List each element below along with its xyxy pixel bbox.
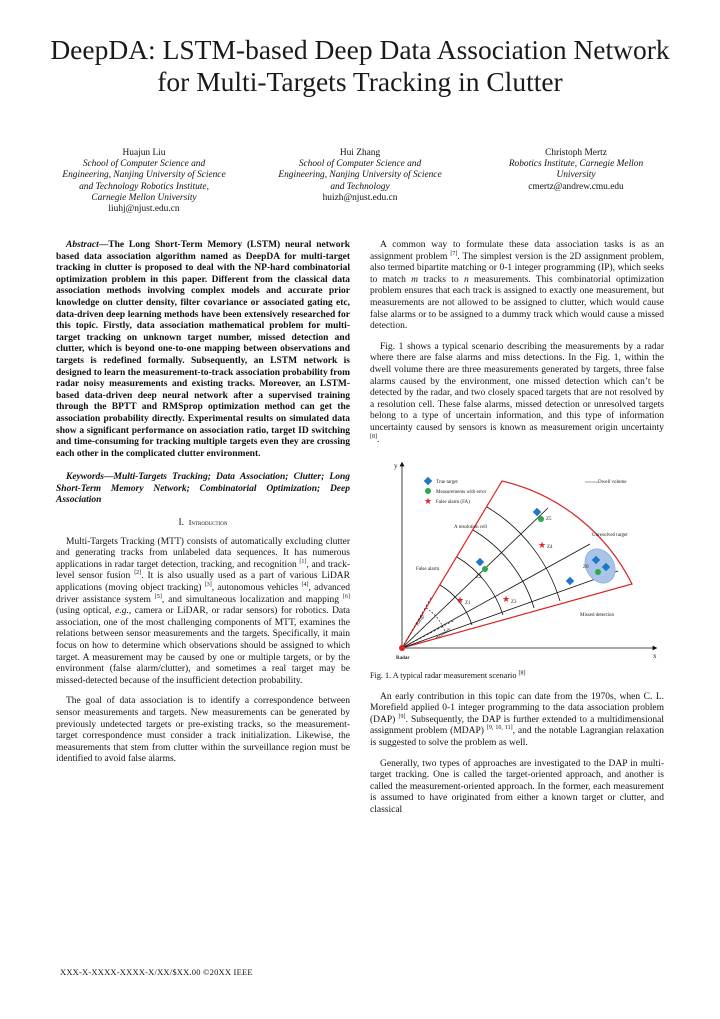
svg-text:Z1: Z1 [465, 601, 471, 607]
section-heading: I. Introduction [178, 518, 228, 529]
author-name: Hui Zhang [339, 148, 381, 158]
legend-false-alarm: False alarm (FA) [436, 500, 470, 506]
author-2 [278, 148, 442, 204]
azimuth-label: Azimuth [434, 627, 453, 641]
radar-label: Radar [396, 656, 410, 662]
author-name: Huajun Liu [122, 148, 166, 158]
intro-paragraph-2: The goal of data association is to identify a correspondence between sensor measurements and targets. New measurements can be generated by previously undetected targets or pre-existing tracks, so the measurement-target correspondence must consider a track initialization. Likewise, the measurements that stem from clutter within the surveillance region must be identified to avoid false alarms. [56, 696, 350, 765]
figure-caption: Fig. 1. A typical radar measurement scenario [8] [370, 670, 526, 681]
author-email: liuhj@njust.edu.cn [108, 204, 180, 215]
measurement-marker [595, 569, 601, 575]
azimuth-line [402, 544, 590, 648]
false-alarm-marker: ★ [502, 594, 511, 605]
right-paragraph-2: Fig. 1 shows a typical scenario describing the measurements by a radar where there are false alarms and miss detections. In the Fig. 1, within the dwell volume there are three measurements generated by targets, three false alarms caused by the environment, one missed detection which can’t be detected by the radar, and two closely spaced targets that are not resolved by a resolution cell. These false alarms, missed detection or unresolved targets belong to a type of uncertain information, and this type of information uncertainty caused by sensors is known as measurement origin uncertainty [8]. [370, 341, 664, 445]
abstract-text: —The Long Short-Term Memory (LSTM) neural network based data association algorithm named as DeepDA for multi-target tracking in clutter is proposed to deal with the NP-hard combinatorial optimization problem in this paper. Different from the classical data association methods involving complex models and accurate prior knowledge on clutter density, filter covariance or associated gating etc, data-driven deep learning methods have been extensively researched for this topic. Firstly, data association mathematical problem for multi-target tracking on unknown target number, missed detection and clutter, which is beyond one-to-one mapping between observations and targets is redefined formally. Subsequently, an LSTM network is designed to learn the measurement-to-track association probability from radar noisy measurements and existing tracks. Moreover, an LSTM-based data-driven deep neural network after a supervised training through the BPTT and RMSprop optimization method can get the association probability directly. Experimental results on simulated data show a significant performance on association ratio, target ID switching and time-consuming for tracking multiple targets even they are crossing each other in the complicated clutter environment. [56, 240, 350, 459]
dwell-volume-label: Dwell volume [598, 480, 627, 486]
right-paragraph-4: Generally, two types of approaches are investigated to the DAP in multi-target tracking. One is called the target-oriented approach, and another is called the measurement-oriented approach. In the former, each measurement is assumed to have originated from either a known target or clutter, and classical [370, 758, 664, 816]
keywords: Keywords—Multi-Targets Tracking; Data Association; Clutter; Long Short-Term Memory Network; Combinatorial Optimization; Deep Association [56, 472, 350, 506]
svg-text:Z6: Z6 [583, 565, 589, 571]
left-column [56, 240, 350, 766]
legend-true-target-icon [424, 477, 432, 485]
author-affiliation: School of Computer Science and Engineering, Nanjing University of Science and Technology Robotics Institute, Carnegie Mellon University [62, 159, 226, 203]
svg-text:Z3: Z3 [511, 600, 517, 606]
x-axis-label: x [653, 652, 657, 661]
abstract [56, 240, 350, 460]
abstract-label: Abstract [66, 240, 99, 250]
false-alarm-marker: ★ [538, 540, 547, 551]
legend-false-alarm-icon: ★ [424, 496, 433, 507]
false-alarm-marker: ★ [456, 595, 465, 606]
measurement-marker [482, 566, 488, 572]
legend-true-target: True target [436, 480, 458, 486]
legend-measurement-icon [425, 488, 431, 494]
legend-measurement: Measurements with error [436, 490, 487, 496]
author-3 [494, 148, 658, 193]
true-target-marker [533, 508, 541, 516]
y-axis-label: y [394, 462, 398, 471]
radar-scenario-diagram [370, 456, 670, 666]
figure-radar-scenario [370, 456, 670, 666]
right-paragraph-3: An early contribution in this topic can date from the 1970s, when C. L. Morefield applied 0-1 integer programming to the data association problem (DAP) [9]. Subsequently, the DAP is further extended to a multidimensional assignment problem (MDAP) [9, 10, 11], and the notable Lagrangian relaxation is suggested to solve the problem as well. [370, 691, 665, 749]
false-alarm-label: False alarm [416, 567, 440, 573]
intro-paragraph-1: Multi-Targets Tracking (MTT) consists of automatically excluding clutter and generating tracks from unlabeled data sequences. It has numerous applications in radar target detection, tracking, and recognition [1], and track-level sensor fusion [2]. It is also usually used as a part of various LiDAR applications (moving object tracking) [3], autonomous vehicles [4], advanced driver assistance system [5], and simultaneous localization and mapping [6] (using optical, e.g., camera or LiDAR, or radar sensors) for robotics. Data association, one of the most challenging components of MTT, examines the relations between sensor measurements and the targets. Specifically, it main focus on how to determine which observations should be assigned to which target. A measurement may be caused by one or multiple targets, or by the environment (false alarm/clutter), and sometimes a real target may be missed-detected because of the insufficient detection probability. [56, 536, 350, 686]
unresolved-target-label: Unresolved target [592, 533, 628, 539]
measurement-marker [538, 516, 544, 522]
svg-text:Z2: Z2 [476, 575, 482, 581]
section-title: Introduction [188, 518, 228, 528]
paper-title: DeepDA: LSTM-based Deep Data Association Network for Multi-Targets Tracking in Clutter [50, 34, 670, 97]
author-email: huizh@njust.edu.cn [322, 192, 398, 203]
svg-text:Z5: Z5 [546, 517, 552, 523]
right-paragraph-1: A common way to formulate these data association tasks is as an assignment problem [7]. The simplest version is the 2D assignment problem, also termed bipartite matching or 0-1 integer programming (IP), which seeks to match m tracks to n measurements. This combinatorial optimization problem ensures that each track is assigned to exactly one measurement, but measurements are not allowed to be assigned to clutter, which would cause false alarms or to be assigned to a dummy track which would cause a missed detection. [370, 240, 664, 332]
author-email: cmertz@andrew.cmu.edu [528, 181, 624, 192]
svg-text:Z4: Z4 [547, 545, 553, 551]
author-1 [62, 148, 226, 215]
author-affiliation: School of Computer Science and Engineering, Nanjing University of Science and Technology [278, 159, 442, 192]
missed-target-marker [566, 577, 574, 585]
copyright-footer: XXX-X-XXXX-XXXX-X/XX/$XX.00 ©20XX IEEE [60, 967, 253, 977]
right-column [370, 240, 664, 817]
author-affiliation: Robotics Institute, Carnegie Mellon University [508, 159, 644, 181]
resolution-cell-label: A resolution cell [454, 525, 488, 531]
author-name: Christoph Mertz [545, 148, 607, 158]
range-label: Range [415, 613, 427, 628]
missed-detection-label: Missed detection [580, 613, 615, 619]
radar-origin [399, 645, 405, 651]
true-target-marker [476, 558, 484, 566]
